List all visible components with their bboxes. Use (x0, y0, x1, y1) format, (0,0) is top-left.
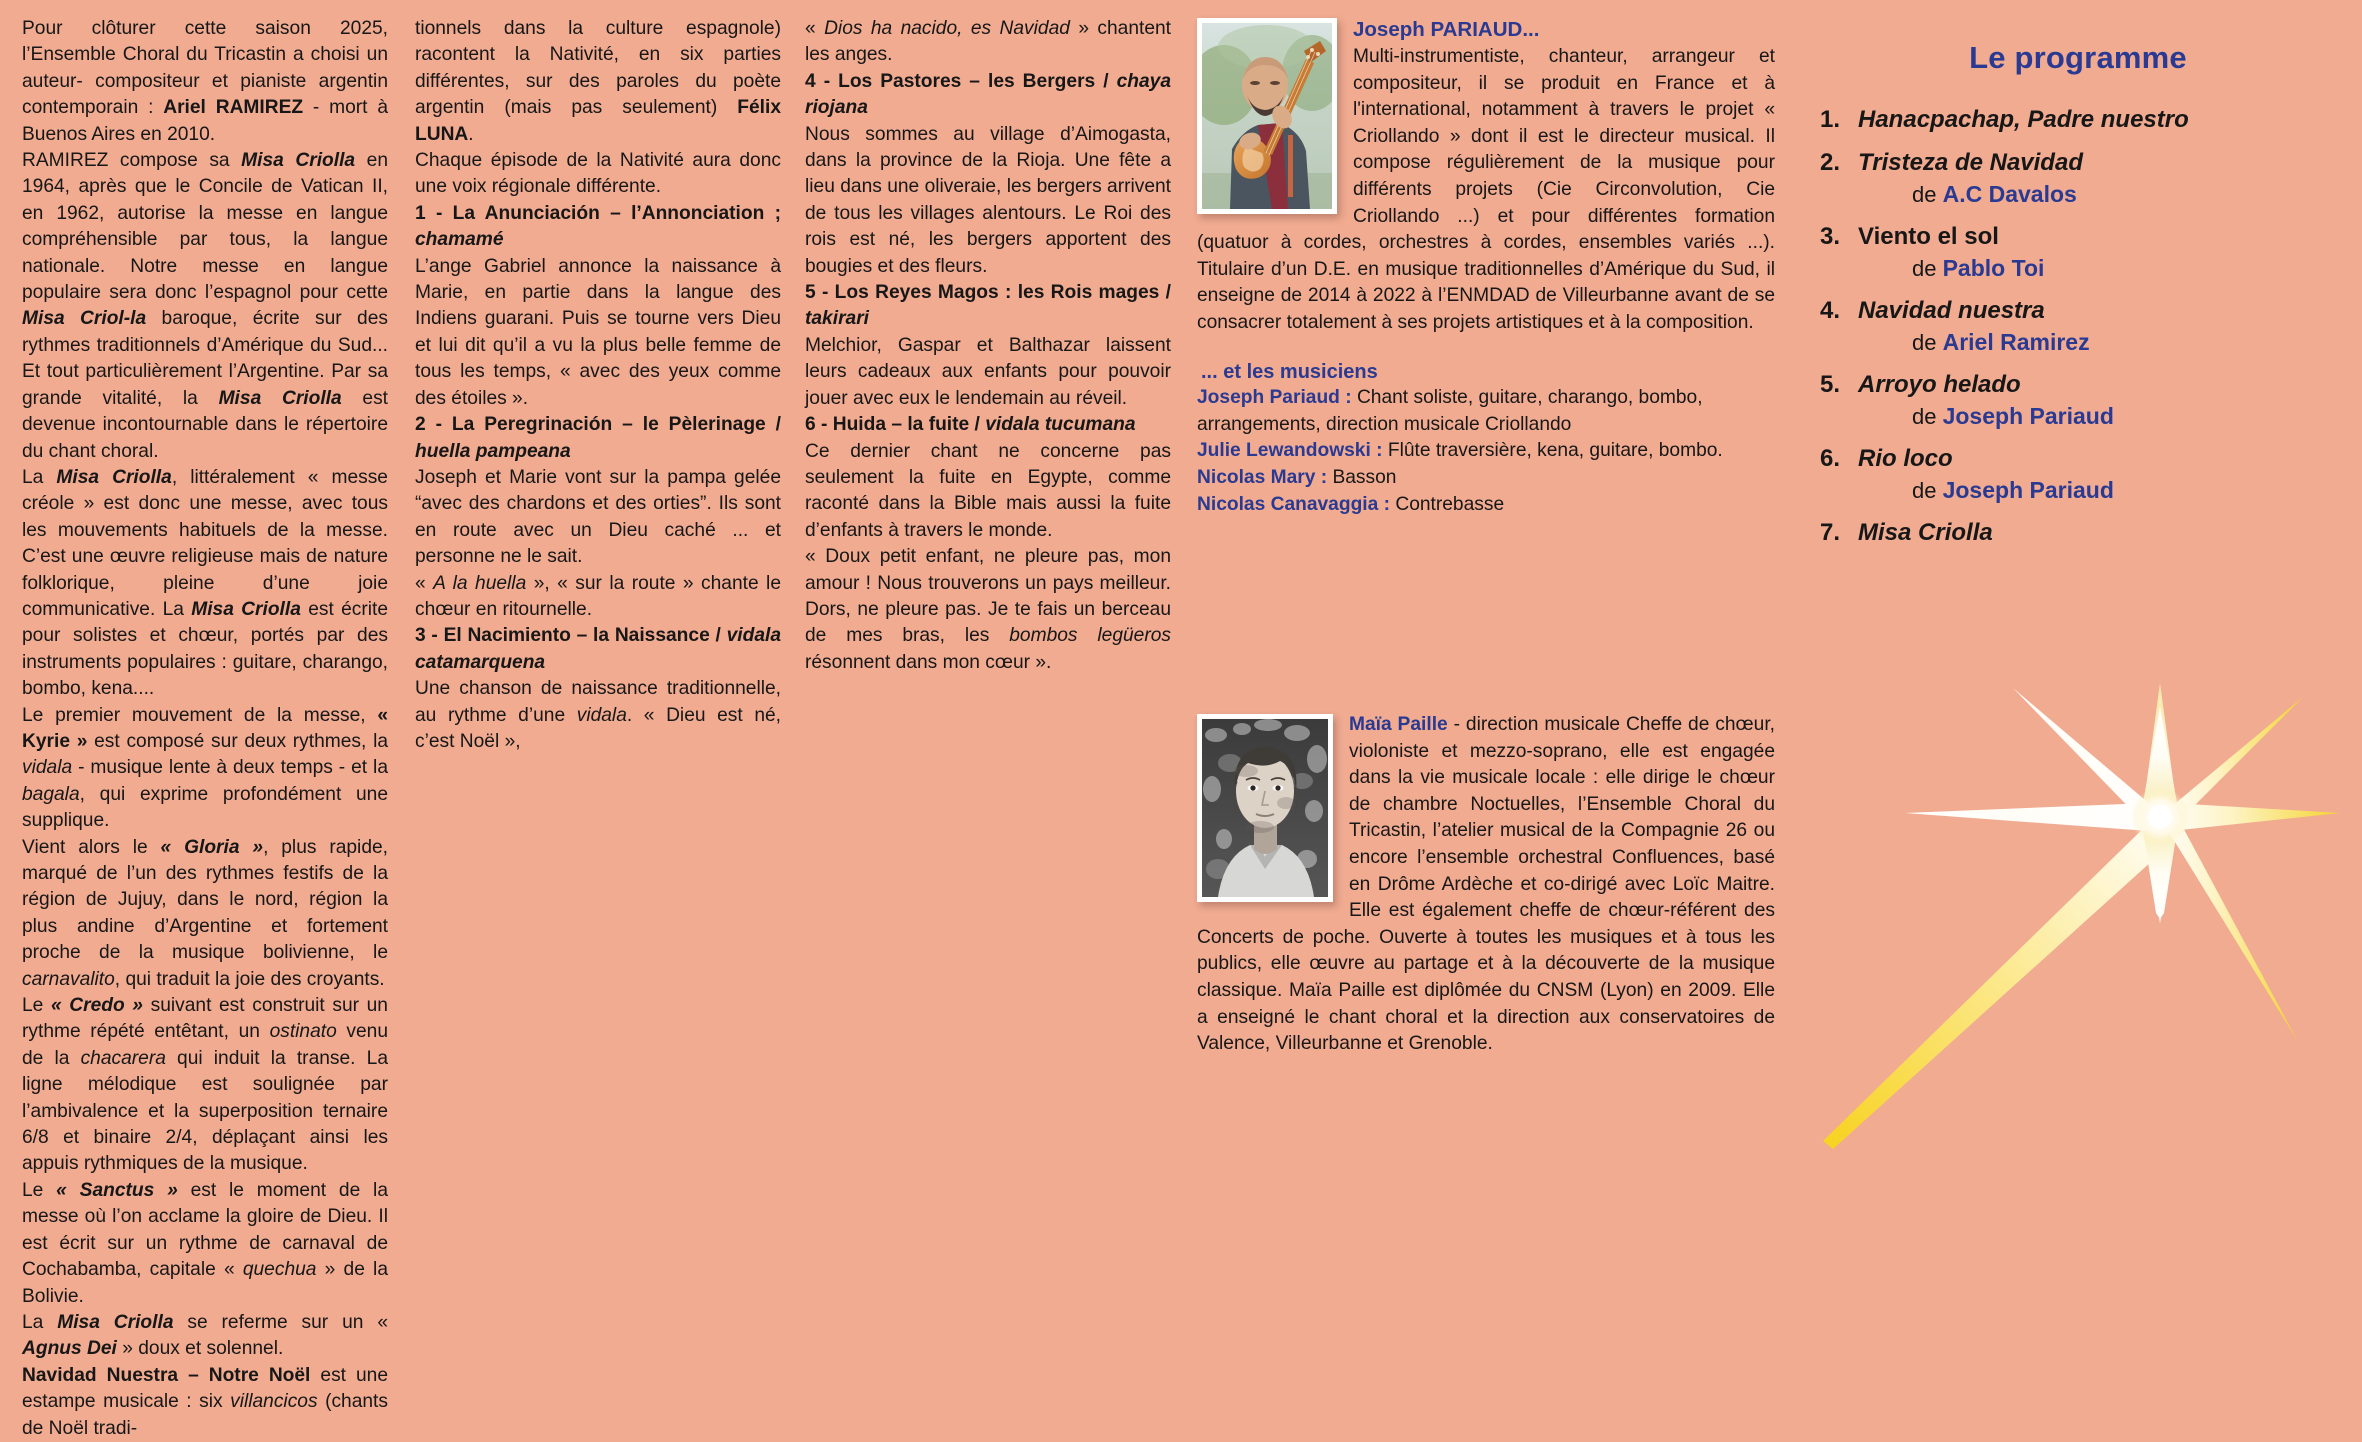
programme-item-composer-line (1858, 401, 2336, 432)
programme-title: Le programme (1969, 40, 2187, 75)
text-run: », « sur la route » chante le chœur en ritournelle. (415, 572, 781, 620)
programme-item-body (1858, 369, 2336, 432)
text-run: L’ange Gabriel annonce la naissance à Marie, en partie dans la langue des Indiens guarani. Puis se tourne vers Dieu et lui dit qu’il a vu la plus belle femme de tous les temps, « avec des yeux comme des étoiles ». (415, 255, 781, 409)
maia-body: - direction musicale Cheffe de chœur, violoniste et mezzo-soprano, elle est engagée dans la vie musicale locale : elle dirige le chœur de chambre Noctuelles, l’Ensemble Choral du Tricastin, l’atelier musical de la Compagnie 26 ou encore l’ensemble orchestral Confluences, basé en Drôme Ardèche et co-dirigé avec Loïc Maitre. Elle est également cheffe de chœur-référent des Concerts de poche. Ouverte à toutes les musiques et à tous les publics, elle œuvre au partage et à la découverte de la musique classique. Maïa Paille est diplômée du CNSM (Lyon) en 2009. Elle a enseigné le chant choral et la direction aux conservatoires de Valence, Villeurbanne et Grenoble. (1197, 714, 1775, 1055)
programme-list (1820, 104, 2336, 549)
joseph-pariaud-photo (1197, 18, 1337, 214)
bold-italic-run: Misa Criolla (241, 150, 356, 172)
programme-item-composer: A.C Davalos (1942, 181, 2077, 207)
article-column-2 (415, 16, 781, 755)
programme-item-body (1858, 104, 2336, 136)
maia-paille-photo (1197, 714, 1333, 902)
body-paragraph (22, 1310, 388, 1363)
text-run: Ce dernier chant ne concerne pas seulement la fuite en Egypte, comme raconté dans la Bible mais aussi la fuite d’enfants à travers le monde. (805, 440, 1171, 541)
programme-item-title: Tristeza de Navidad (1858, 149, 2083, 176)
text-run: « Doux petit enfant, ne pleure pas, mon amour ! Nous trouverons un pays meilleur. Dors, ne pleure pas. Je te fais un berceau de mes bras, les (805, 546, 1171, 647)
section-heading (415, 201, 781, 254)
article-column-1 (22, 16, 388, 1442)
text-run: (chants de Noël tradi- (22, 1391, 388, 1439)
bold-run: 2 - La Peregrinación – le Pèlerinage / (415, 414, 781, 436)
text-run: résonnent dans mon cœur ». (805, 651, 1052, 673)
section-heading (415, 412, 781, 465)
programme-item-de: de (1912, 404, 1943, 429)
musician-role: Contrebasse (1390, 493, 1505, 515)
article-column-3 (805, 16, 1171, 676)
text-run: est le moment de la messe où l’on acclame la gloire de Dieu. Il est écrit sur un rythme de carnaval de Cochabamba, capitale « (22, 1179, 388, 1281)
programme-item-composer: Joseph Pariaud (1942, 477, 2114, 503)
text-run: Vient alors le (22, 836, 161, 858)
maia-name: Maïa Paille (1349, 714, 1448, 735)
body-paragraph (22, 1178, 388, 1310)
section-heading (415, 623, 781, 676)
text-run: « (415, 572, 434, 594)
text-run: tionnels dans la culture espagnole) racontent la Nativité, en six parties différentes, sur des paroles du poète argentin (mais pas seulement) (415, 18, 781, 119)
text-run: Une chanson de naissance traditionnelle, au rythme d’une (415, 678, 781, 726)
programme-item-number: 4. (1820, 297, 1841, 324)
italic-run: chacarera (80, 1047, 166, 1069)
bold-run: 5 - Los Reyes Magos : les Rois mages / (805, 282, 1171, 304)
programme-item-body (1858, 221, 2336, 284)
text-run: - mort à Buenos Aires en 2010. (22, 97, 388, 145)
section-heading (805, 69, 1171, 122)
pariaud-body: Multi-instrumentiste, chanteur, arrangeur et compositeur, il se produit en France et à l'international, notamment à travers le projet « Criollando » dont il est le directeur musical. Il compose régulièrement de la musique pour différents projets (Cie Circonvolution, Cie Criollando ...) et pour différentes formation (quatuor à cordes, orchestres à cordes, ensembles variés ...). Titulaire d’un D.E. en musique traditionnelles d’Amérique du Sud, il enseigne de 2014 à 2022 à l’ENMDAD de Villeurbanne avant de se consacrer totalement à ses projets artistiques et à la composition. (1197, 46, 1775, 333)
text-run: . « Dieu est né, c’est Noël », (415, 704, 781, 752)
programme-item-title: Misa Criolla (1858, 519, 1993, 546)
text-run: Nous sommes au village d’Aimogasta, dans la province de la Rioja. Une fête a lieu dans une oliveraie, les bergers arrivent de tous les villages alentours. Le Roi des rois est né, les bergers apportent des bougies et des fleurs. (805, 123, 1171, 277)
body-paragraph (415, 254, 781, 412)
text-run: est devenue incontournable dans le répertoire du chant choral. (22, 387, 388, 462)
bold-italic-run: « Gloria » (160, 836, 264, 858)
text-run: » de la Bolivie. (22, 1259, 388, 1307)
text-run: est composé sur deux rythmes, la (87, 730, 389, 752)
programme-item-number: 5. (1820, 371, 1841, 398)
programme-item-de: de (1912, 478, 1943, 503)
programme-item (1820, 443, 2336, 506)
programme-item-composer: Ariel Ramirez (1942, 329, 2090, 355)
text-run: Joseph et Marie vont sur la pampa gelée “avec des chardons et des orties”. Ils sont en route avec un Dieu caché ... et personne ne le sait. (415, 466, 781, 568)
musician-role: Flûte traversière, kena, guitare, bombo. (1382, 440, 1723, 462)
programme-item (1820, 104, 2336, 136)
musician-entry (1197, 438, 1775, 465)
italic-run: vidala (576, 704, 627, 726)
text-run: La (22, 466, 57, 488)
text-run: La (22, 1311, 58, 1333)
italic-run: bombos legüeros (1009, 625, 1171, 647)
bold-italic-run: « Sanctus » (56, 1179, 178, 1201)
pariaud-heading: Joseph PARIAUD... (1353, 18, 1540, 41)
italic-run: vidala (22, 757, 73, 779)
text-run: » chantent les anges. (805, 18, 1171, 66)
body-paragraph (805, 16, 1171, 69)
bold-italic-run: « Credo » (50, 995, 143, 1017)
programme-item-de: de (1912, 330, 1943, 355)
text-run: Le premier mouvement de la messe, (22, 704, 378, 726)
bold-italic-run: Agnus Dei (22, 1338, 117, 1360)
bold-italic-run: Misa Criolla (218, 387, 342, 409)
body-paragraph (415, 465, 781, 571)
bold-run: 1 - La Anunciación – l’Annonciation ; (415, 202, 781, 224)
programme-item-body (1858, 517, 2336, 549)
body-paragraph (22, 148, 388, 465)
musician-name: Julie Lewandowski : (1197, 440, 1383, 462)
programme-item-composer-line (1858, 253, 2336, 284)
body-paragraph (805, 333, 1171, 412)
bold-italic-run: chaya riojana (805, 70, 1171, 119)
bold-run: Félix LUNA (415, 97, 781, 145)
programme-item-number: 1. (1820, 106, 1841, 133)
programme-item-number: 7. (1820, 519, 1841, 546)
text-run: se referme sur un « (173, 1311, 388, 1333)
bold-run: 4 - Los Pastores – les Bergers / (805, 70, 1117, 92)
programme-panel (1820, 40, 2336, 560)
body-paragraph (805, 544, 1171, 676)
text-run: est écrite pour solistes et chœur, portés par des instruments populaires : guitare, charango, bombo, kena.... (22, 598, 389, 700)
programme-item-composer: Pablo Toi (1942, 255, 2045, 281)
musician-entry (1197, 492, 1775, 519)
italic-run: carnavalito (22, 968, 115, 990)
bold-run: 3 - El Nacimiento – la Naissance / (415, 625, 727, 647)
text-run: Melchior, Gaspar et Balthazar laissent leurs cadeaux aux enfants pour pouvoir jouer avec eux le lendemain au réveil. (805, 334, 1171, 409)
text-run: , qui traduit la joie des croyants. (114, 968, 385, 990)
text-run: qui induit la transe. La ligne mélodique est soulignée par l’ambivalence et la superposition ternaire 6/8 et binaire 2/4, déplaçant ainsi les appuis rythmiques de la musique. (22, 1047, 388, 1175)
text-run: Chaque épisode de la Nativité aura donc une voix régionale différente. (415, 150, 781, 198)
programme-item-title: Viento el sol (1858, 223, 1999, 250)
musicians-heading: ... et les musiciens (1201, 360, 1378, 383)
programme-item-body (1858, 295, 2336, 358)
bold-run: Navidad Nuestra – Notre Noël (22, 1364, 311, 1386)
musician-entry (1197, 385, 1775, 438)
programme-item-composer-line (1858, 327, 2336, 358)
bold-italic-run: vidala catamarquena (415, 625, 781, 673)
body-paragraph (22, 1363, 388, 1442)
italic-run: ostinato (269, 1021, 337, 1043)
text-run: RAMIREZ compose sa (22, 150, 242, 172)
bold-run: « Kyrie » (22, 704, 388, 752)
musician-name: Nicolas Mary : (1197, 466, 1328, 488)
programme-item (1820, 221, 2336, 284)
body-paragraph (415, 676, 781, 755)
programme-item (1820, 517, 2336, 549)
bold-run: 6 - Huida – la fuite / (805, 414, 986, 436)
italic-run: villancicos (230, 1391, 318, 1413)
programme-item-composer: Joseph Pariaud (1942, 403, 2114, 429)
section-heading (805, 280, 1171, 333)
bold-italic-run: vidala tucumana (985, 414, 1136, 436)
programme-item-title: Hanacpachap, Padre nuestro (1858, 106, 2189, 133)
bold-italic-run: Misa Criolla (191, 598, 301, 620)
maia-paille-profile (1197, 712, 1775, 1058)
text-run: en 1964, après que le Concile de Vatican II, en 1962, autorise la messe en langue compréhensible par tous, la langue nationale. Notre messe en langue populaire sera donc l’espagnol pour cette (22, 150, 388, 304)
text-run: venu de la (22, 1021, 388, 1069)
body-paragraph (805, 122, 1171, 280)
text-run: est une estampe musicale : six (22, 1364, 388, 1413)
body-paragraph (22, 16, 388, 148)
bold-italic-run: takirari (805, 308, 869, 330)
programme-item (1820, 369, 2336, 432)
italic-run: bagala (22, 783, 80, 805)
body-paragraph (415, 571, 781, 624)
programme-item-title: Arroyo helado (1858, 371, 2021, 398)
text-run: Le (22, 1179, 57, 1201)
section-heading (805, 412, 1171, 438)
christmas-comet-star (1785, 655, 2362, 1240)
bold-italic-run: huella pampeana (415, 440, 571, 462)
body-paragraph (22, 465, 388, 703)
programme-item-number: 3. (1820, 223, 1841, 250)
body-paragraph (22, 703, 388, 835)
italic-run: Dios ha nacido, es Navidad (824, 18, 1070, 39)
programme-item-title: Navidad nuestra (1858, 297, 2045, 324)
text-run: Pour clôturer cette saison 2025, l’Ensemble Choral du Tricastin a choisi un auteur- compositeur et pianiste argentin contemporain : (22, 18, 388, 119)
programme-item-number: 2. (1820, 149, 1841, 176)
text-run: baroque, écrite sur des rythmes traditionnels d’Amérique du Sud... Et tout particulièrement l’Argentine. Par sa grande vitalité, la (22, 308, 388, 409)
musician-name: Joseph Pariaud : (1197, 387, 1352, 409)
programme-item-number: 6. (1820, 445, 1841, 472)
text-run: . (468, 123, 474, 145)
programme-item-composer-line (1858, 475, 2336, 506)
text-run: » doux et solennel. (116, 1338, 284, 1360)
body-paragraph (805, 439, 1171, 545)
text-run: Le (22, 995, 51, 1017)
bold-run: Ariel RAMIREZ (163, 97, 304, 119)
text-run: , qui exprime profondément une supplique. (22, 783, 388, 832)
body-paragraph (415, 16, 781, 148)
italic-run: quechua (242, 1259, 317, 1281)
text-run: « (805, 18, 825, 39)
programme-item-de: de (1912, 182, 1943, 207)
musicians-block (1197, 359, 1775, 519)
body-paragraph (22, 993, 388, 1178)
text-run: , littéralement « messe créole » est donc une messe, avec tous les mouvements habituels de la messe. C’est une œuvre religieuse mais de nature folklorique, pleine d’une joie communicative. La (22, 466, 388, 620)
body-paragraph (22, 835, 388, 993)
programme-item-title: Rio loco (1858, 445, 1953, 472)
programme-item (1820, 147, 2336, 210)
programme-item-body (1858, 443, 2336, 506)
musician-entry (1197, 465, 1775, 492)
bold-italic-run: Misa Criolla (56, 466, 172, 488)
text-run: suivant est construit sur un rythme répété entêtant, un (22, 995, 388, 1043)
musician-role: Chant soliste, guitare, charango, bombo, arrangements, direction musicale Criollando (1197, 387, 1703, 435)
programme-item (1820, 295, 2336, 358)
musician-role: Basson (1327, 466, 1397, 488)
programme-item-body (1858, 147, 2336, 210)
programme-item-composer-line (1858, 179, 2336, 210)
musician-name: Nicolas Canavaggia : (1197, 493, 1391, 515)
text-run: , plus rapide, marqué de l’un des rythmes festifs de la région de Jujuy, dans le nord, région la plus andine d’Argentine et fortement proche de la musique bolivienne, le (22, 836, 388, 964)
bold-italic-run: Misa Criolla (57, 1311, 174, 1333)
italic-run: A la huella (433, 572, 527, 594)
bold-italic-run: Misa Criol-la (22, 308, 147, 330)
programme-item-de: de (1912, 256, 1943, 281)
bold-italic-run: chamamé (415, 229, 504, 251)
body-paragraph (415, 148, 781, 201)
text-run: - musique lente à deux temps - et la (72, 757, 388, 779)
pariaud-profile (1197, 16, 1775, 518)
